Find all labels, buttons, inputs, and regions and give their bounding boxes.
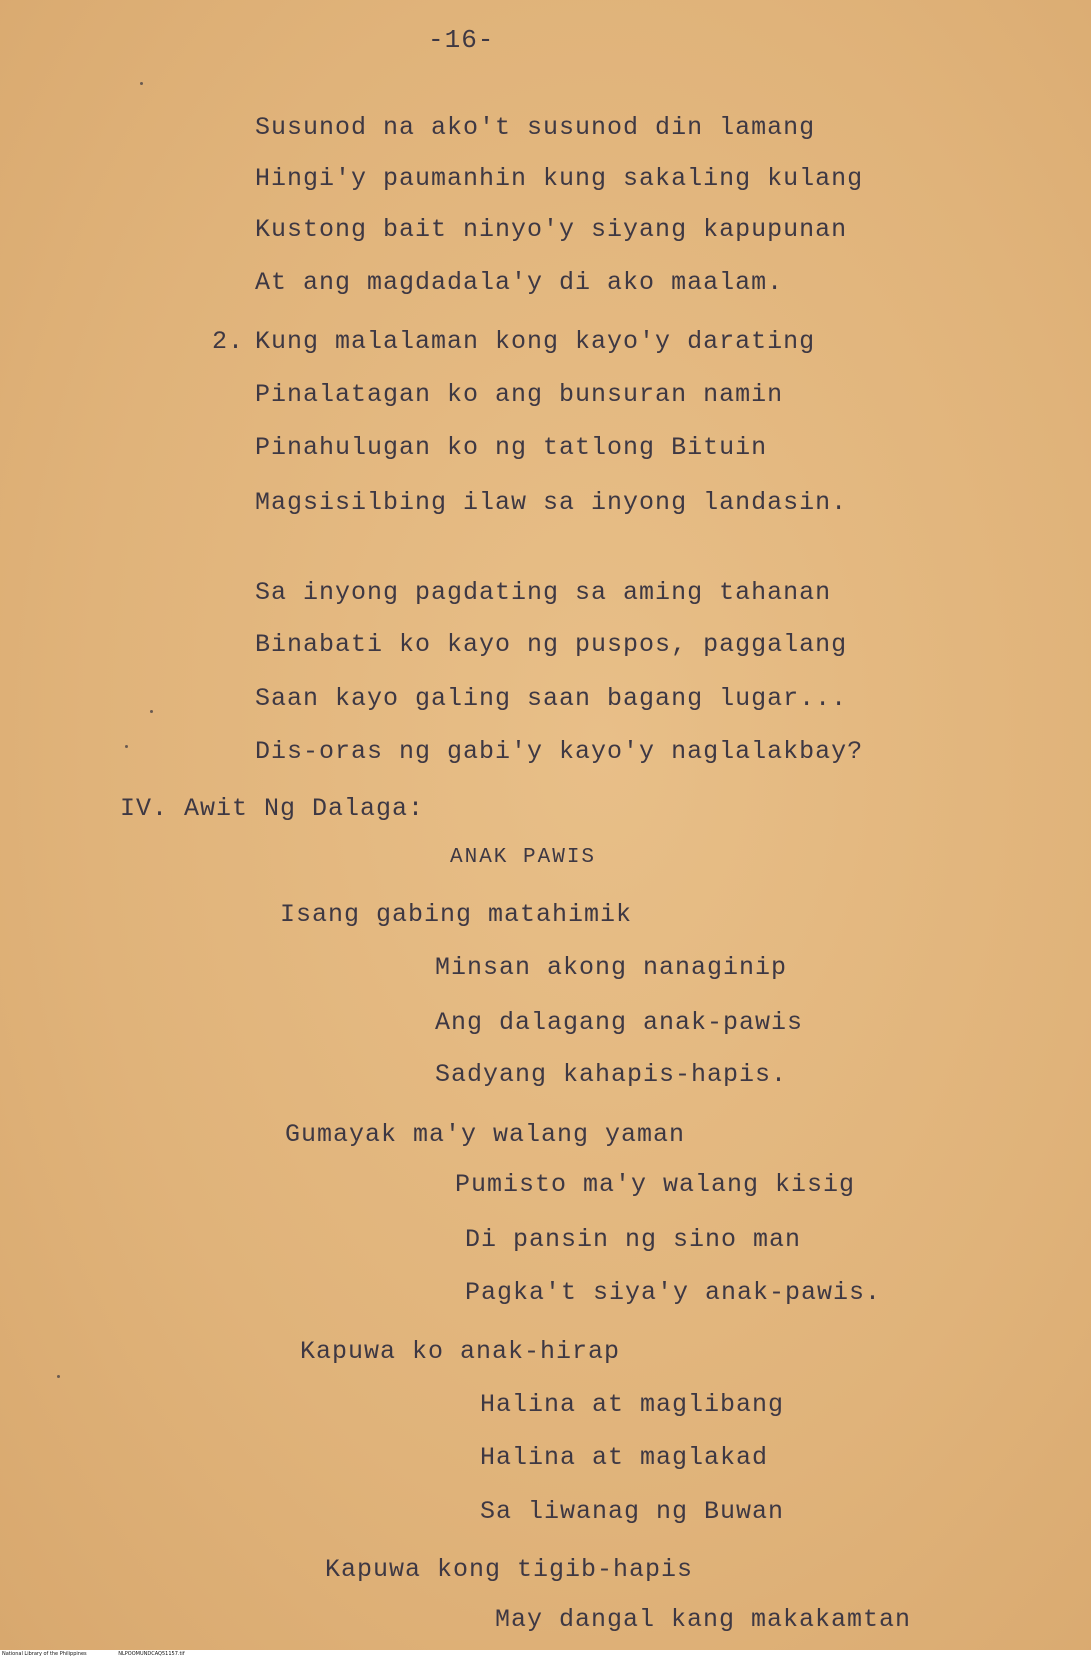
song-title: ANAK PAWIS	[450, 846, 597, 869]
verse-line: Magsisilbing ilaw sa inyong landasin.	[255, 488, 848, 517]
verse-line: Kung malalaman kong kayo'y darating	[255, 327, 816, 356]
verse-line: Sa liwanag ng Buwan	[480, 1497, 785, 1526]
stanza-number: 2.	[212, 327, 245, 356]
verse-line: May dangal kang makakamtan	[495, 1605, 912, 1634]
verse-line: Pagka't siya'y anak-pawis.	[465, 1278, 882, 1307]
verse-line: Sa inyong pagdating sa aming tahanan	[255, 578, 832, 607]
scan-footer	[0, 1650, 1091, 1658]
verse-line: Minsan akong nanaginip	[435, 953, 788, 982]
verse-line: Kustong bait ninyo'y siyang kapupunan	[255, 215, 848, 244]
verse-line: Saan kayo galing saan bagang lugar...	[255, 684, 848, 713]
verse-line: Gumayak ma'y walang yaman	[285, 1120, 686, 1149]
footer-file: NLPOOMUNDCAQ51157.tif	[118, 1651, 185, 1657]
verse-line: Susunod na ako't susunod din lamang	[255, 113, 816, 142]
verse-line: Halina at maglibang	[480, 1390, 785, 1419]
verse-line: Halina at maglakad	[480, 1443, 769, 1472]
section-heading: IV. Awit Ng Dalaga:	[120, 794, 425, 823]
verse-line: Kapuwa ko anak-hirap	[300, 1337, 621, 1366]
verse-line: Sadyang kahapis-hapis.	[435, 1060, 788, 1089]
paper-speck	[150, 710, 153, 713]
verse-line: Binabati ko kayo ng puspos, paggalang	[255, 630, 848, 659]
verse-line: Di pansin ng sino man	[465, 1225, 802, 1254]
paper-speck	[57, 1375, 60, 1378]
verse-line: Pumisto ma'y walang kisig	[455, 1170, 856, 1199]
paper-speck	[125, 745, 128, 748]
verse-line: Hingi'y paumanhin kung sakaling kulang	[255, 164, 864, 193]
verse-line: Pinalatagan ko ang bunsuran namin	[255, 380, 784, 409]
verse-line: Isang gabing matahimik	[280, 900, 633, 929]
verse-line: Pinahulugan ko ng tatlong Bituin	[255, 433, 768, 462]
paper-speck	[140, 82, 143, 85]
page-number: -16-	[428, 25, 495, 55]
verse-line: Dis-oras ng gabi'y kayo'y naglalakbay?	[255, 737, 864, 766]
verse-line: Ang dalagang anak-pawis	[435, 1008, 804, 1037]
verse-line: At ang magdadala'y di ako maalam.	[255, 268, 784, 297]
footer-library: National Library of the Philippines	[2, 1651, 87, 1657]
verse-line: Kapuwa kong tigib-hapis	[325, 1555, 694, 1584]
